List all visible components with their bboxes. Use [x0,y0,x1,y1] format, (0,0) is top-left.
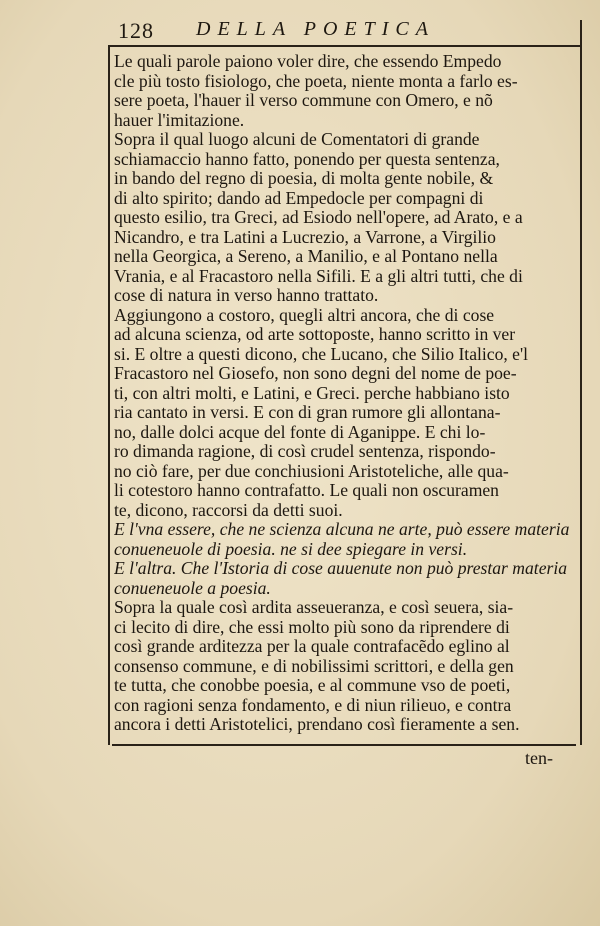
text-line: cose di natura in verso hanno trattato. [114,286,379,305]
text-line: Nicandro, e tra Latini a Lucrezio, a Varrone, a Virgilio [114,227,496,247]
text-line: Le quali parole paiono voler dire, che essendo Empedo [114,52,502,71]
text-line: no ciò fare, per due conchiusioni Aristoteliche, alle qua- [114,461,509,481]
text-line: schiamaccio hanno fatto, ponendo per questa sentenza, [114,149,500,169]
text-line: cle più tosto fisiologo, che poeta, niente monta a farlo es- [114,71,518,91]
text-line: li cotestoro hanno contrafatto. Le quali non oscuramen [114,481,499,500]
text-line: ci lecito di dire, che essi molto più sono da riprendere di [114,617,510,637]
text-line: si. E oltre a questi dicono, che Lucano, che Silio Italico, e'l [114,344,529,364]
text-line: consenso commune, e di nobilissimi scrittori, e della gen [114,656,514,676]
text-line: no, dalle dolci acque del fonte di Aganippe. E chi lo- [114,422,486,442]
italic-quote-line: E l'altra. Che l'Istoria di cose auuenute non può prestar materia [114,559,568,578]
text-line: Vrania, e al Fracastoro nella Sifili. E a gli altri tutti, che di [114,266,523,286]
text-line: con ragioni senza fondamento, e di niun rilieuo, e contra [114,695,512,715]
text-line: hauer l'imitazione. [114,110,245,130]
italic-quote-line: E l'vna essere, che ne scienza alcuna ne arte, può essere materia [114,520,570,539]
italic-quote-line: conueneuole di poesia. ne si dee spiegare in versi. [114,539,468,559]
text-line: Sopra il qual luogo alcuni de Comentatori di grande [114,130,480,149]
top-rule [108,45,582,47]
text-line: così grande arditezza per la quale contrafacẽdo eglino al [114,637,510,656]
text-line: nella Georgica, a Sereno, a Manilio, e al Pontano nella [114,247,498,266]
text-line: te, dicono, raccorsi da detti suoi. [114,500,343,520]
left-margin-rule [108,45,110,745]
text-line: Aggiungono a costoro, quegli altri ancora, che di cose [114,305,495,325]
text-line: te tutta, che conobbe poesia, e al commune vso de poeti, [114,676,511,695]
page-header [118,16,578,44]
text-line: in bando del regno di poesia, di molta gente nobile, & [114,169,494,188]
text-line: ro dimanda ragione, di così crudel sentenza, rispondo- [114,442,496,461]
italic-quote-line: conueneuole a poesia. [114,578,271,598]
text-line: ti, con altri molti, e Latini, e Greci. perche habbiano isto [114,383,510,403]
text-line: ancora i detti Aristotelici, prendano così fieramente a sen. [114,715,520,734]
text-line: Sopra la quale così ardita asseueranza, e così seuera, sia- [114,598,514,617]
body-text [114,52,574,735]
text-line: sere poeta, l'hauer il verso commune con Omero, e nõ [114,91,493,110]
text-line: Fracastoro nel Giosefo, non sono degni del nome de poe- [114,364,517,383]
running-head: DELLA POETICA [196,18,435,40]
text-line: questo esilio, tra Greci, ad Esiodo nell'opere, ad Arato, e a [114,208,523,227]
catchword: ten- [525,748,553,768]
right-margin-rule [580,20,582,745]
text-line: di alto spirito; dando ad Empedocle per compagni di [114,188,484,208]
page-number: 128 [118,18,154,43]
text-line: ria cantato in versi. E con di gran rumore gli allontana- [114,403,501,422]
bottom-rule [112,744,576,746]
text-line: ad alcuna scienza, od arte sottoposte, hanno scritto in ver [114,325,516,344]
